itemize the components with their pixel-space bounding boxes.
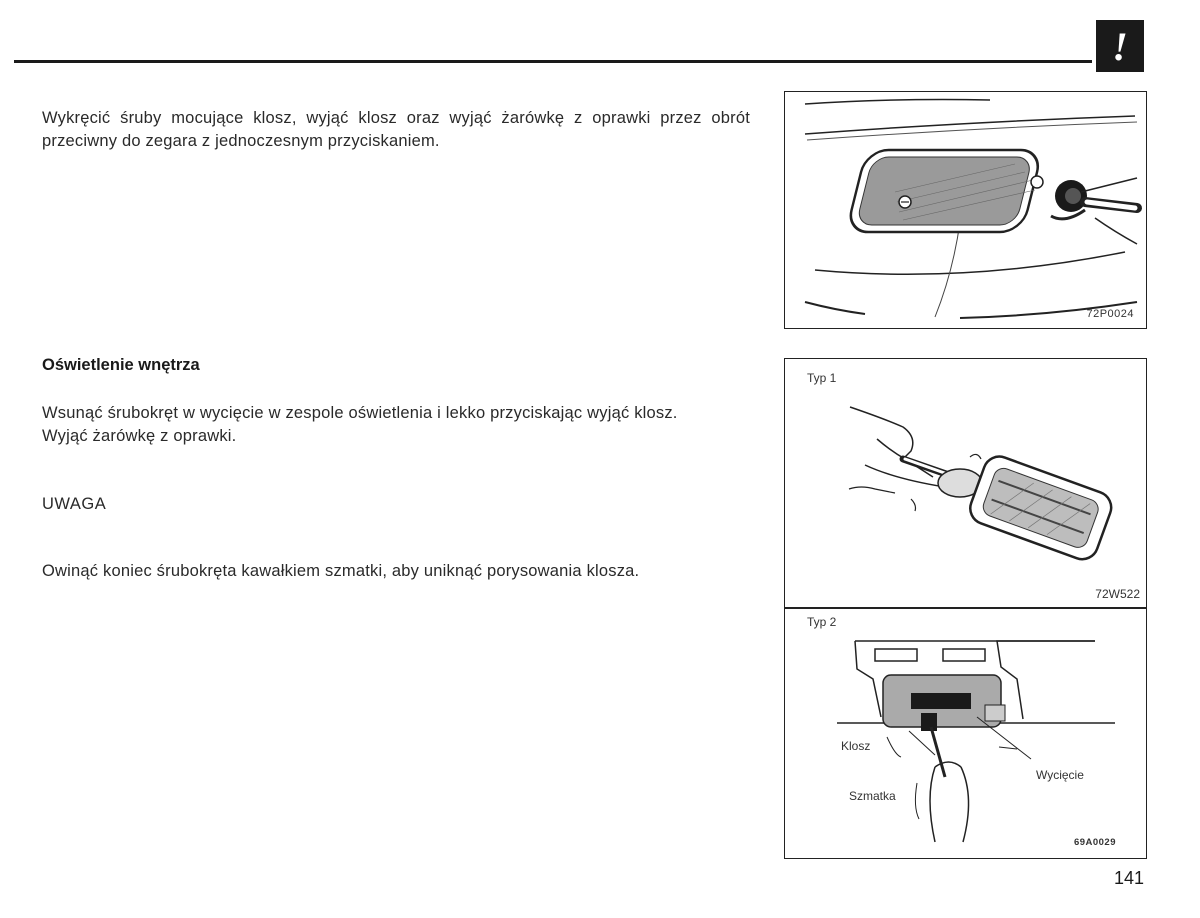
type1-illustration xyxy=(785,359,1146,607)
section-heading: Oświetlenie wnętrza xyxy=(42,356,200,374)
label-notch: Wycięcie xyxy=(1036,768,1084,782)
type1-label: Typ 1 xyxy=(807,371,837,385)
figure-code: 72P0024 xyxy=(1086,308,1134,320)
type2-label: Typ 2 xyxy=(807,615,837,629)
license-light-illustration xyxy=(785,92,1146,328)
figure-interior-light xyxy=(784,358,1147,859)
warning-icon: ! xyxy=(1096,20,1144,72)
paragraph-remove-lens: Wykręcić śruby mocujące klosz, wyjąć klosz oraz wyjąć żarówkę z oprawki przez obrót przeciwny do zegara z jednoczesnym przyciskaniem. xyxy=(42,108,750,150)
figure-license-light xyxy=(784,91,1147,329)
type2-illustration xyxy=(785,607,1146,857)
paragraph-interior-light xyxy=(42,402,750,448)
label-lens: Klosz xyxy=(841,739,871,753)
type2-code: 69A0029 xyxy=(1073,837,1116,848)
type1-code: 72W522 xyxy=(1095,587,1140,601)
instruction-line: Wsunąć śrubokręt w wycięcie w zespole oświetlenia i lekko przyciskając wyjąć klosz. xyxy=(42,404,678,422)
note-text: Owinąć koniec śrubokręta kawałkiem szmatki, aby uniknąć porysowania klosza. xyxy=(42,561,640,580)
label-cloth: Szmatka xyxy=(849,789,896,803)
header-rule xyxy=(14,60,1092,63)
instruction-line: Wyjąć żarówkę z oprawki. xyxy=(42,427,237,445)
page-number: 141 xyxy=(1114,868,1145,888)
note-label: UWAGA xyxy=(42,495,107,513)
